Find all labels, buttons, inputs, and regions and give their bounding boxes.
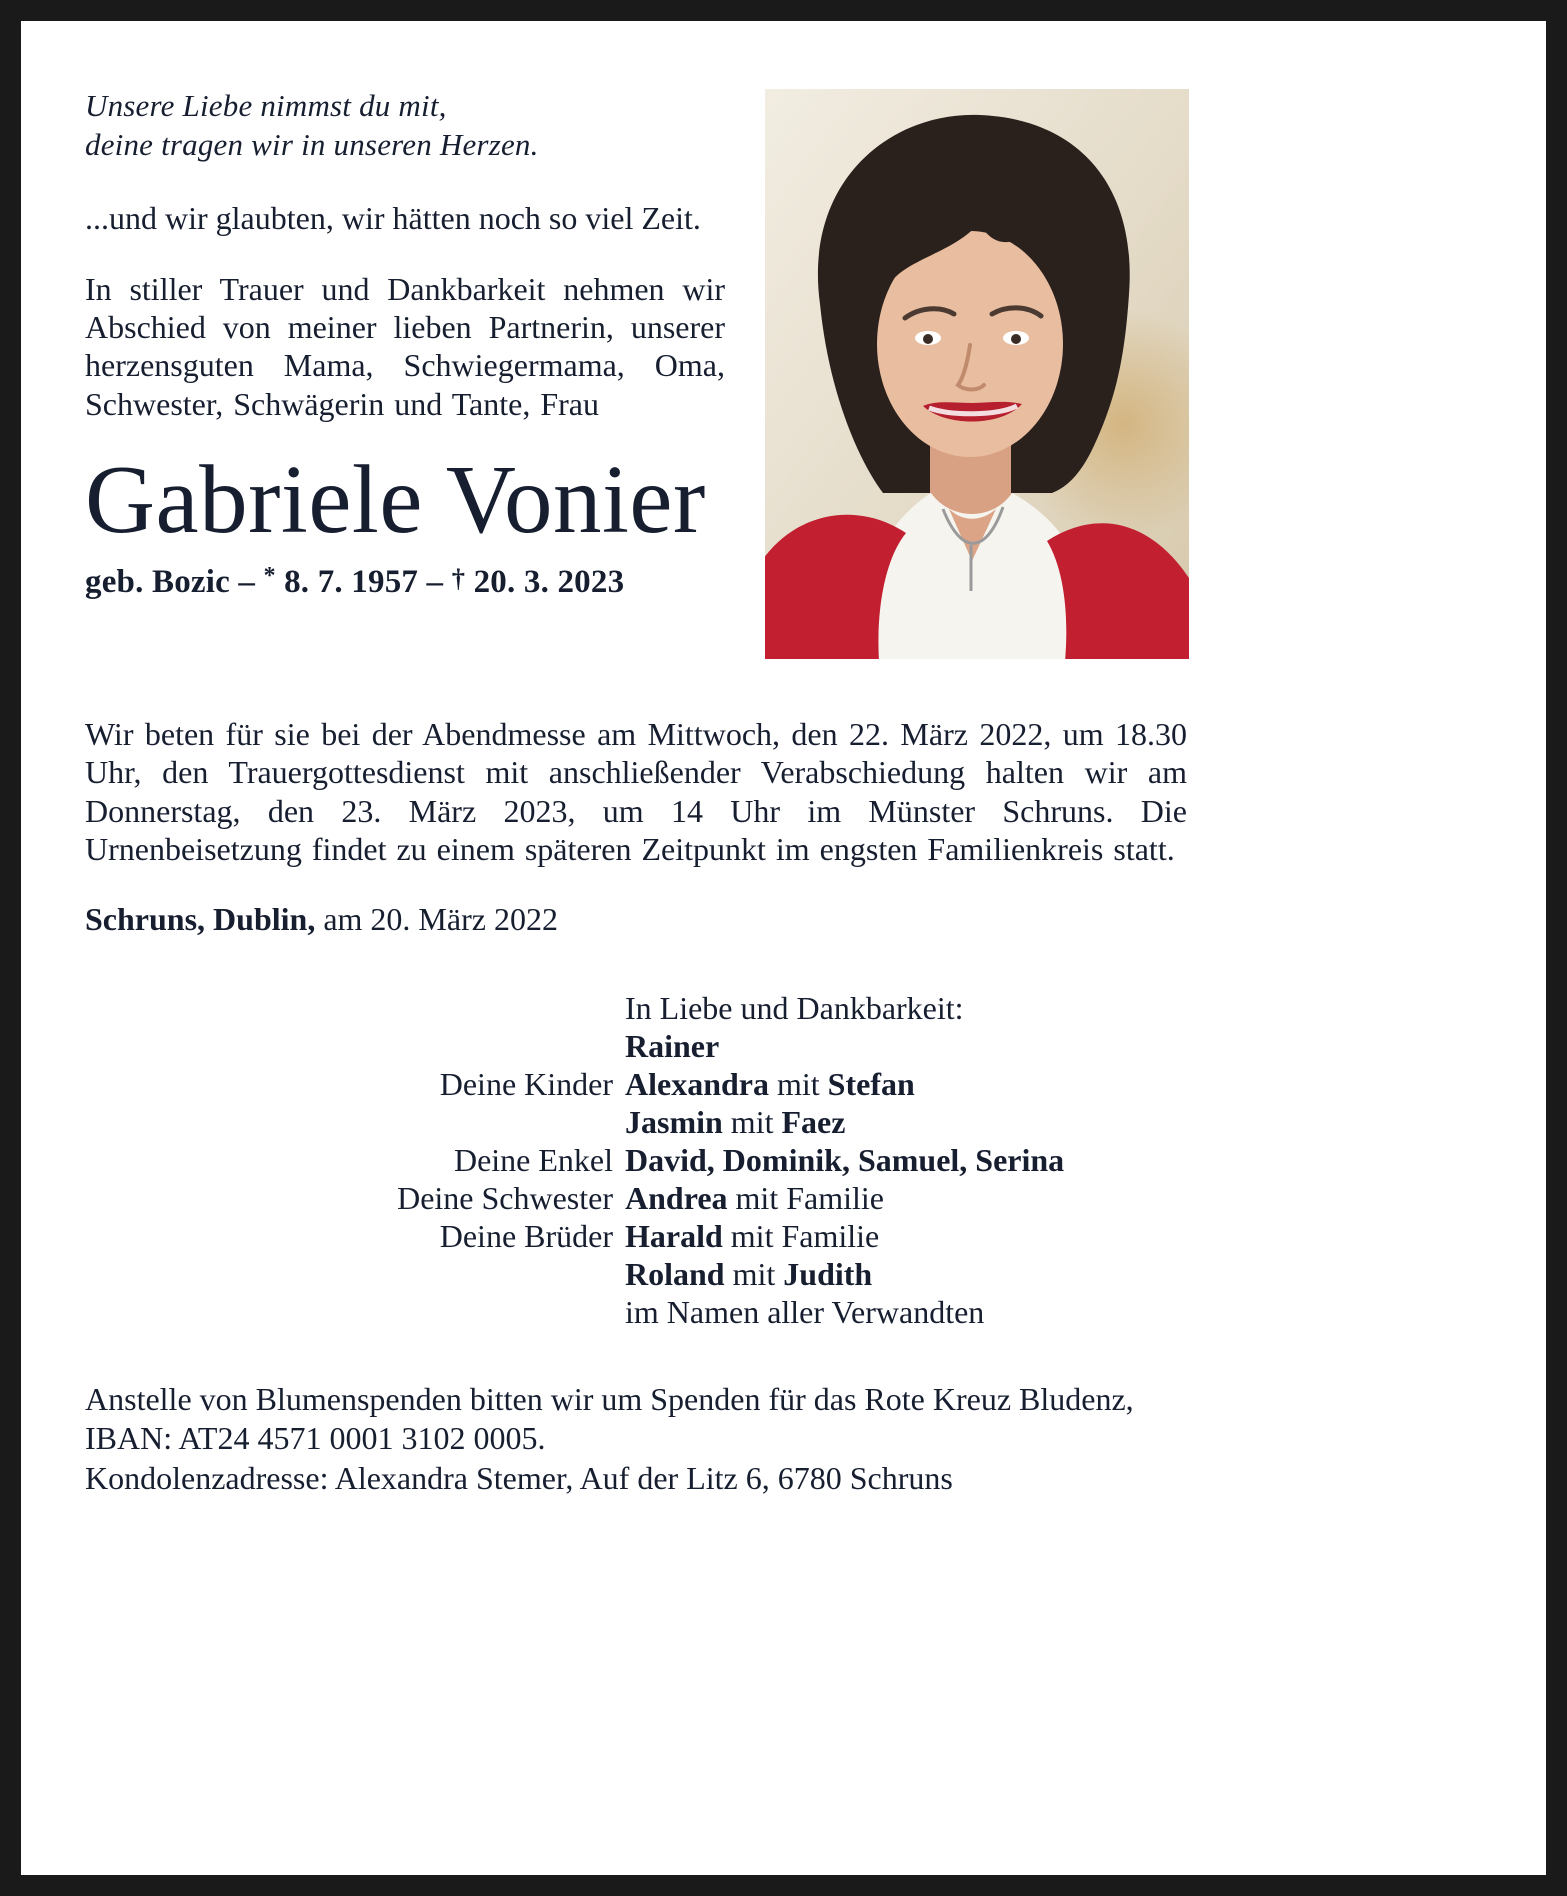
family-row-names <box>625 1142 1201 1179</box>
family-row-names <box>625 1066 1201 1103</box>
family-name: Stefan <box>827 1065 915 1102</box>
born-symbol: * <box>263 562 276 589</box>
place-date-line <box>85 901 1201 938</box>
donation-text: Anstelle von Blumenspenden bitten wir um Spenden für das Rote Kreuz Bludenz, IBAN: AT24 4571 0001 3102 0005. <box>85 1380 1134 1457</box>
family-row-label <box>85 1104 613 1141</box>
family-header: In Liebe und Dankbarkeit: <box>625 989 964 1026</box>
portrait-illustration <box>765 89 1189 659</box>
family-row-label <box>85 1294 613 1331</box>
life-dates <box>85 563 725 601</box>
family-name: Roland <box>625 1256 725 1293</box>
service-announcement: Wir beten für sie bei der Abendmesse am Mittwoch, den 22. März 2022, um 18.30 Uhr, den Trauergottesdienst mit anschließender Verabschiedung halten wir am Donnerstag, den 23. März 2023, um 14 Uhr im Münster Schruns. Die Urnenbeisetzung findet zu einem späteren Zeitpunkt im engsten Familienkreis statt. <box>85 716 1187 868</box>
family-name: Judith <box>783 1256 873 1293</box>
family-name: Faez <box>781 1103 846 1140</box>
top-section <box>85 87 1201 659</box>
donation-block <box>85 1380 1145 1499</box>
family-name: Jasmin <box>625 1103 723 1140</box>
family-text: mit Familie <box>727 1180 884 1217</box>
obituary-page <box>21 21 1546 1875</box>
obituary-content <box>21 21 1201 1499</box>
condolence-address: Kondolenzadresse: Alexandra Stemer, Auf der Litz 6, 6780 Schruns <box>85 1459 953 1496</box>
family-row-label: Deine Kinder <box>439 1065 613 1102</box>
family-list <box>85 990 1201 1332</box>
family-row-names <box>625 1180 1201 1217</box>
birth-date: 8. 7. 1957 – <box>284 563 444 600</box>
family-row-names <box>625 1294 1201 1331</box>
motto-line-2: deine tragen wir in unseren Herzen. <box>85 126 539 162</box>
family-row-label: Deine Brüder <box>439 1218 613 1255</box>
family-row-label: Deine Enkel <box>453 1142 613 1178</box>
place-names: Schruns, Dublin, <box>85 900 316 937</box>
birth-name: geb. Bozic – <box>85 563 256 600</box>
deceased-name: Gabriele Vonier <box>85 446 706 554</box>
family-name: Alexandra <box>625 1065 769 1102</box>
family-name: David, Dominik, Samuel, Serina <box>625 1142 1065 1178</box>
intro-text: ...und wir glaubten, wir hätten noch so viel Zeit. <box>85 199 701 236</box>
death-date: 20. 3. 2023 <box>473 563 625 600</box>
place-date: am 20. März 2022 <box>315 900 558 937</box>
family-name: Rainer <box>625 1027 720 1064</box>
family-text: im Namen aller Verwandten <box>625 1294 985 1331</box>
family-row-names <box>625 1028 1201 1065</box>
motto-line-1: Unsere Liebe nimmst du mit, <box>85 88 447 123</box>
portrait-photo <box>765 89 1189 659</box>
died-symbol: † <box>451 562 466 593</box>
family-header-spacer <box>85 990 613 1027</box>
family-text: mit <box>769 1065 828 1102</box>
family-row-label <box>85 1256 613 1293</box>
family-text: mit <box>722 1103 782 1140</box>
announcement-column <box>85 87 725 659</box>
family-row-names <box>625 1218 1201 1255</box>
family-row-label <box>85 1028 613 1065</box>
family-row-names <box>625 1256 1201 1293</box>
family-row-label: Deine Schwester <box>397 1180 613 1217</box>
motto-verse <box>85 87 725 165</box>
family-text: mit Familie <box>722 1218 880 1255</box>
family-name: Harald <box>625 1218 723 1255</box>
announcement-text: In stiller Trauer und Dankbarkeit nehmen wir Abschied von meiner lieben Partnerin, unserer herzensguten Mama, Schwiegermama, Oma, Schwester, Schwägerin und Tante, Frau <box>85 270 725 422</box>
family-row-names <box>625 1104 1201 1141</box>
family-name: Andrea <box>625 1180 728 1217</box>
family-text: mit <box>724 1256 784 1293</box>
